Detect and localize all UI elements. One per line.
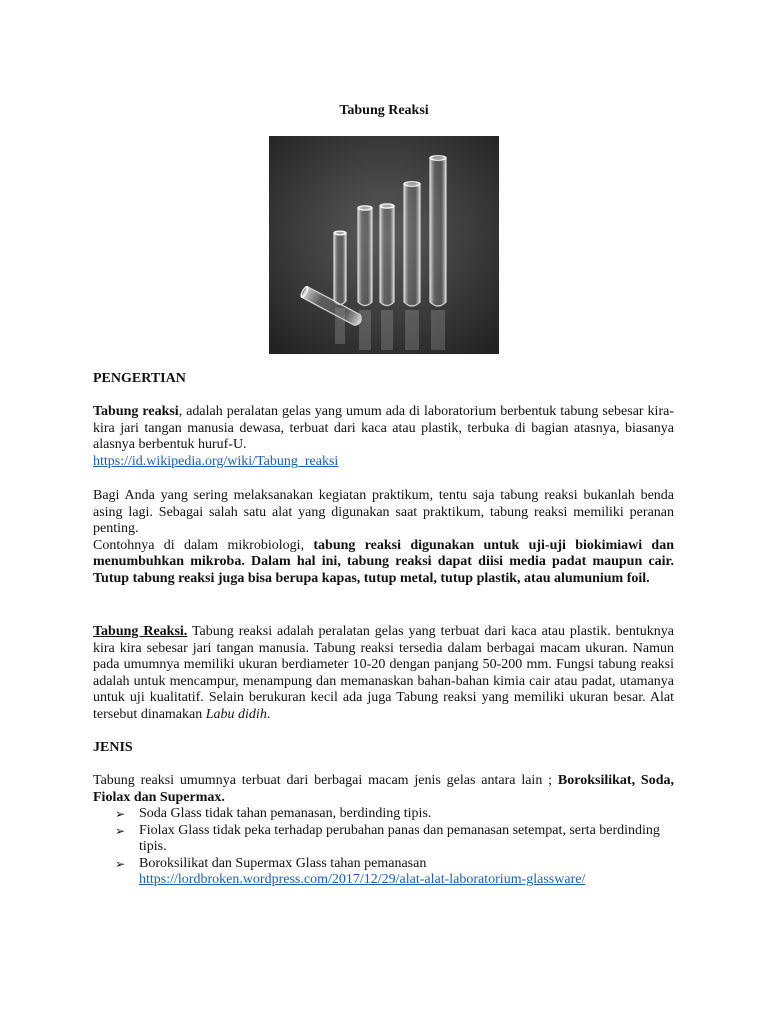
arrow-bullet-icon: ➢ — [115, 823, 126, 838]
example-text: Contohnya di dalam mikrobiologi, — [93, 537, 314, 553]
paragraph-definition — [93, 404, 674, 470]
label-underlined: Tabung Reaksi. — [93, 624, 188, 639]
arrow-bullet-icon: ➢ — [115, 807, 126, 821]
example-bold-text: tabung reaksi digunakan untuk uji-uji biokimiawi dan menumbuhkan mikroba. Dalam hal ini, tabung reaksi dapat diisi media padat maupun cair. Tutup tabung reaksi juga bisa berupa kapas, tutup metal, tutup plastik, atau alumunium foil. — [93, 537, 674, 586]
arrow-bullet-icon: ➢ — [115, 856, 126, 871]
paragraph-tabung-reaksi — [93, 624, 674, 723]
list-item-text: Soda Glass tidak tahan pemanasan, berdinding tipis. — [139, 806, 432, 821]
list-item — [93, 823, 674, 856]
list-item-text: Boroksilikat dan Supermax Glass tahan pemanasan — [139, 855, 427, 871]
heading-text: JENIS — [93, 740, 133, 755]
italic-term: Labu didih — [205, 706, 267, 722]
praktikum-text: Bagi Anda yang sering melaksanakan kegiatan praktikum, tentu saja tabung reaksi bukanlah benda asing lagi. Sebagai salah satu alat yang digunakan saat praktikum, tabung reaksi memiliki peranan penting. — [93, 488, 674, 536]
intro-bold-text: Boroksilikat, Soda, Fiolax dan Supermax. — [93, 773, 674, 805]
section-heading-jenis — [93, 740, 674, 757]
test-tubes-illustration — [269, 136, 499, 354]
wikipedia-link[interactable]: https://id.wikipedia.org/wiki/Tabung_reaksi — [93, 453, 339, 469]
section-heading-pengertian — [93, 371, 674, 388]
heading-text: PENGERTIAN — [93, 371, 186, 386]
test-tubes-photo — [269, 136, 499, 354]
term-bold: Tabung reaksi — [93, 404, 179, 419]
paragraph-praktikum — [93, 488, 674, 587]
intro-text: Tabung reaksi umumnya terbuat dari berbagai macam jenis gelas antara lain ; — [93, 773, 558, 788]
page-title: Tabung Reaksi — [339, 103, 429, 118]
list-item-text: Fiolax Glass tidak peka terhadap perubahan panas dan pemanasan setempat, serta berdinding tipis. — [139, 822, 660, 854]
list-item — [93, 806, 674, 823]
wordpress-link[interactable]: https://lordbroken.wordpress.com/2017/12/29/alat-alat-laboratorium-glassware/ — [139, 872, 586, 887]
period: . — [266, 706, 271, 722]
bullet-list — [93, 806, 674, 889]
list-item — [93, 856, 674, 889]
definition-text: , adalah peralatan gelas yang umum ada di laboratorium berbentuk tabung sebesar kira-kira jari tangan manusia dewasa, terbuat dari kaca atau plastik, terbuka di bagian atasnya, biasanya alasnya berbentuk huruf-U. — [93, 404, 674, 452]
paragraph-jenis-intro — [93, 773, 674, 806]
body-text: Tabung reaksi adalah peralatan gelas yang terbuat dari kaca atau plastik. bentuknya kira kira sebesar jari tangan manusia. Tabung reaksi tersedia dalam berbagai macam ukuran. Namun pada umumnya memiliki ukuran berdiameter 10-20 dengan panjang 50-200 mm. Fungsi tabung reaksi adalah untuk mencampur, menampung dan memanaskan bahan-bahan kimia cair atau padat, utamanya untuk uji kualitatif. Selain berukuran kecil ada juga Tabung reaksi yang memiliki ukuran besar. Alat tersebut dinamakan — [93, 624, 675, 722]
